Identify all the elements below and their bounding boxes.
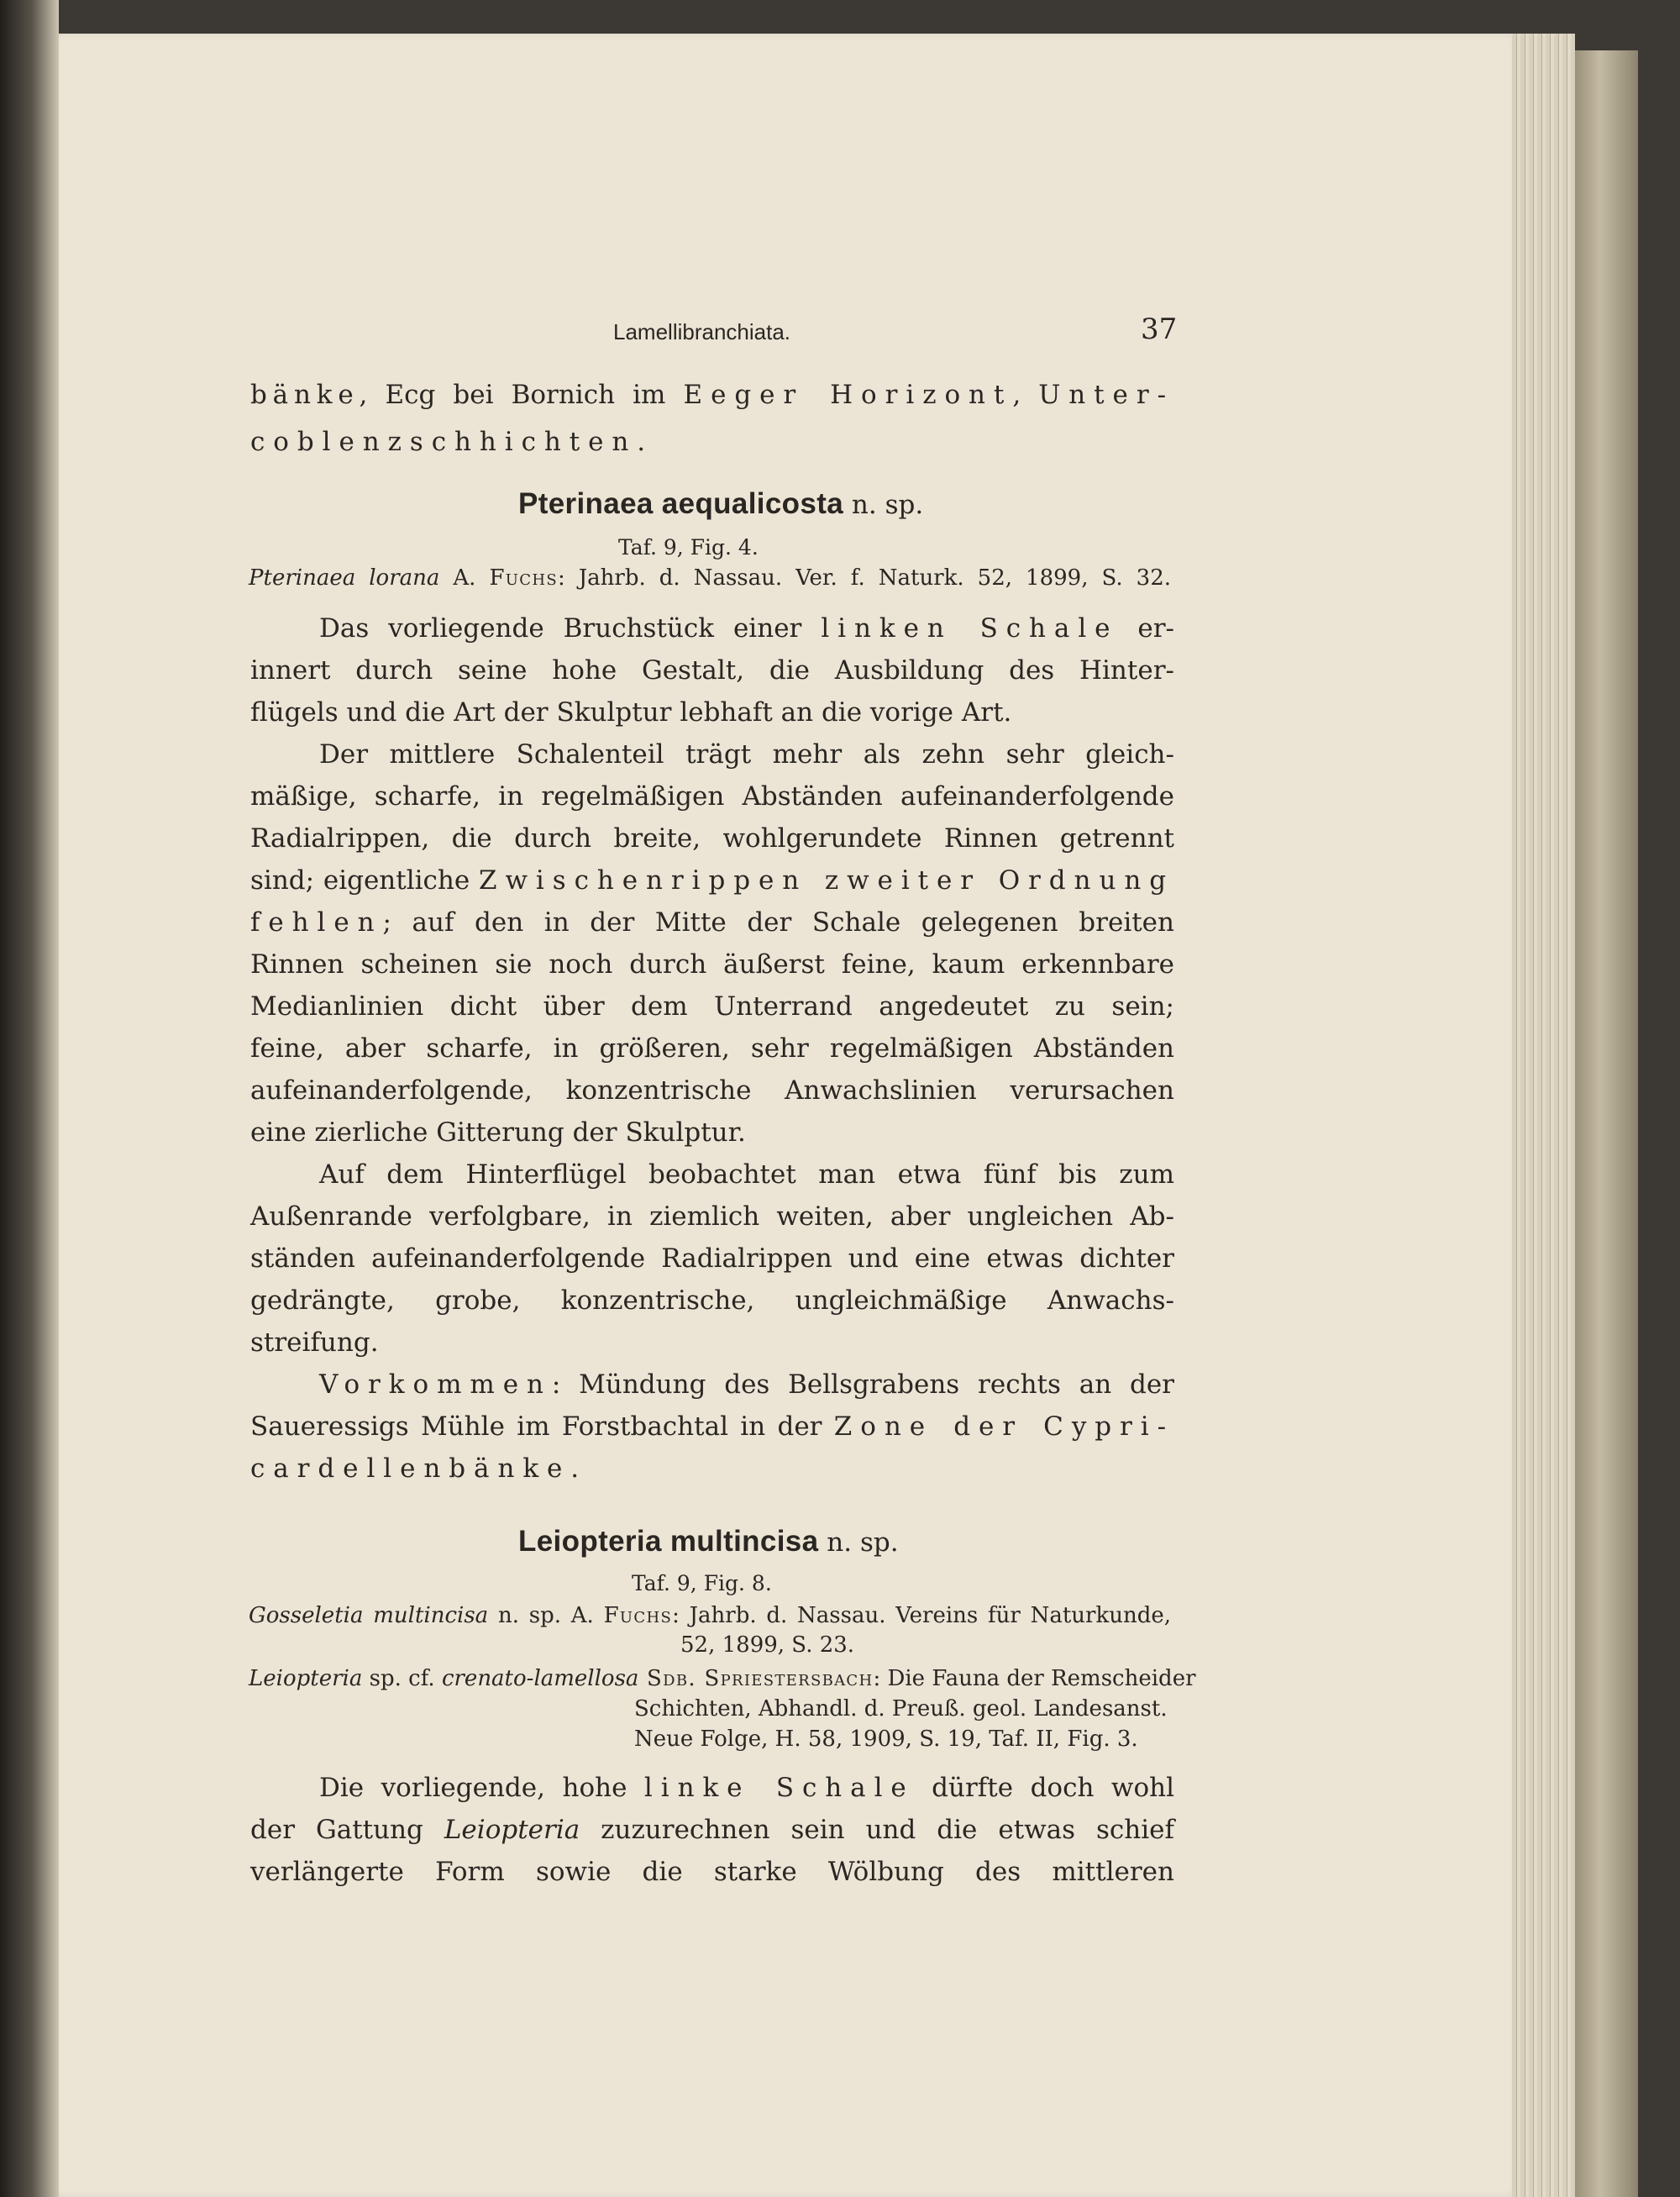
body-line: Medianlinien dicht über dem Unterrand angedeutet zu sein; xyxy=(250,991,1174,1022)
body-line: feine, aber scharfe, in größeren, sehr regelmäßigen Abständen xyxy=(250,1033,1174,1064)
body-line: flügels und die Art der Skulptur lebhaft an die vorige Art. xyxy=(250,697,1012,728)
synonymy-reference: Pterinaea lorana A. Fuchs: Jahrb. d. Nassau. Ver. f. Naturk. 52, 1899, S. 32. xyxy=(249,565,1171,591)
body-line: eine zierliche Gitterung der Skulptur. xyxy=(250,1117,746,1148)
body-line: aufeinanderfolgende, konzentrische Anwachslinien verursachen xyxy=(250,1075,1174,1106)
synonymy-reference-cont: Schichten, Abhandl. d. Preuß. geol. Landesanst. xyxy=(634,1696,1168,1721)
body-line: streifung. xyxy=(250,1327,379,1358)
body-line: der Gattung Leiopteria zuzurechnen sein und die etwas schief xyxy=(250,1815,1174,1845)
species-heading: Pterinaea aequalicosta n. sp. xyxy=(518,487,924,520)
body-line: Die vorliegende, hohe linke Schale dürfte doch wohl xyxy=(319,1773,1174,1803)
body-line: mäßige, scharfe, in regelmäßigen Abständen aufeinanderfolgende xyxy=(250,781,1174,812)
body-line: Der mittlere Schalenteil trägt mehr als zehn sehr gleich- xyxy=(319,739,1174,770)
body-line: Rinnen scheinen sie noch durch äußerst feine, kaum erkennbare xyxy=(250,949,1174,980)
body-line: Radialrippen, die durch breite, wohlgerundete Rinnen getrennt xyxy=(250,823,1174,854)
synonymy-reference: Gosseletia multincisa n. sp. A. Fuchs: Jahrb. d. Nassau. Vereins für Naturkunde, xyxy=(249,1603,1172,1628)
synonymy-reference-cont: 52, 1899, S. 23. xyxy=(680,1632,855,1658)
body-line: Das vorliegende Bruchstück einer linken Schale er- xyxy=(319,613,1175,644)
body-line: Vorkommen: Mündung des Bellsgrabens rechts an der xyxy=(319,1369,1174,1400)
body-line: ständen aufeinanderfolgende Radialrippen und eine etwas dichter xyxy=(250,1243,1174,1274)
previous-page-edge xyxy=(0,0,59,2197)
body-line: bänke, Ecg bei Bornich im Eeger Horizont, Unter- xyxy=(250,380,1174,410)
species-heading: Leiopteria multincisa n. sp. xyxy=(518,1525,899,1558)
plate-reference: Taf. 9, Fig. 4. xyxy=(618,535,759,560)
book-cover-edge xyxy=(1575,50,1638,2197)
synonymy-reference: Leiopteria sp. cf. crenato-lamellosa Sdb. Spriestersbach: Die Fauna der Remscheider xyxy=(249,1666,1196,1691)
body-line: innert durch seine hohe Gestalt, die Ausbildung des Hinter- xyxy=(250,655,1174,686)
body-line: fehlen; auf den in der Mitte der Schale gelegenen breiten xyxy=(250,907,1174,938)
plate-reference: Taf. 9, Fig. 8. xyxy=(632,1571,772,1595)
body-line: gedrängte, grobe, konzentrische, ungleichmäßige Anwachs- xyxy=(250,1285,1174,1316)
page-number: 37 xyxy=(1141,313,1178,346)
body-line: Außenrande verfolgbare, in ziemlich weiten, aber ungleichen Ab- xyxy=(250,1201,1174,1232)
body-line: sind; eigentliche Zwischenrippen zweiter Ordnung xyxy=(250,865,1174,896)
page-stack-edge xyxy=(1512,34,1575,2197)
body-line: Saueressigs Mühle im Forstbachtal in der Zone der Cypri- xyxy=(250,1411,1174,1442)
body-line: cardellenbänke. xyxy=(250,1453,580,1484)
running-title: Lamellibranchiata. xyxy=(613,319,791,344)
body-line: verlängerte Form sowie die starke Wölbung des mittleren xyxy=(250,1857,1174,1887)
synonymy-reference-cont: Neue Folge, H. 58, 1909, S. 19, Taf. II, Fig. 3. xyxy=(634,1727,1138,1752)
body-line: Auf dem Hinterflügel beobachtet man etwa fünf bis zum xyxy=(319,1159,1174,1190)
body-line: coblenzschhichten. xyxy=(250,427,646,457)
